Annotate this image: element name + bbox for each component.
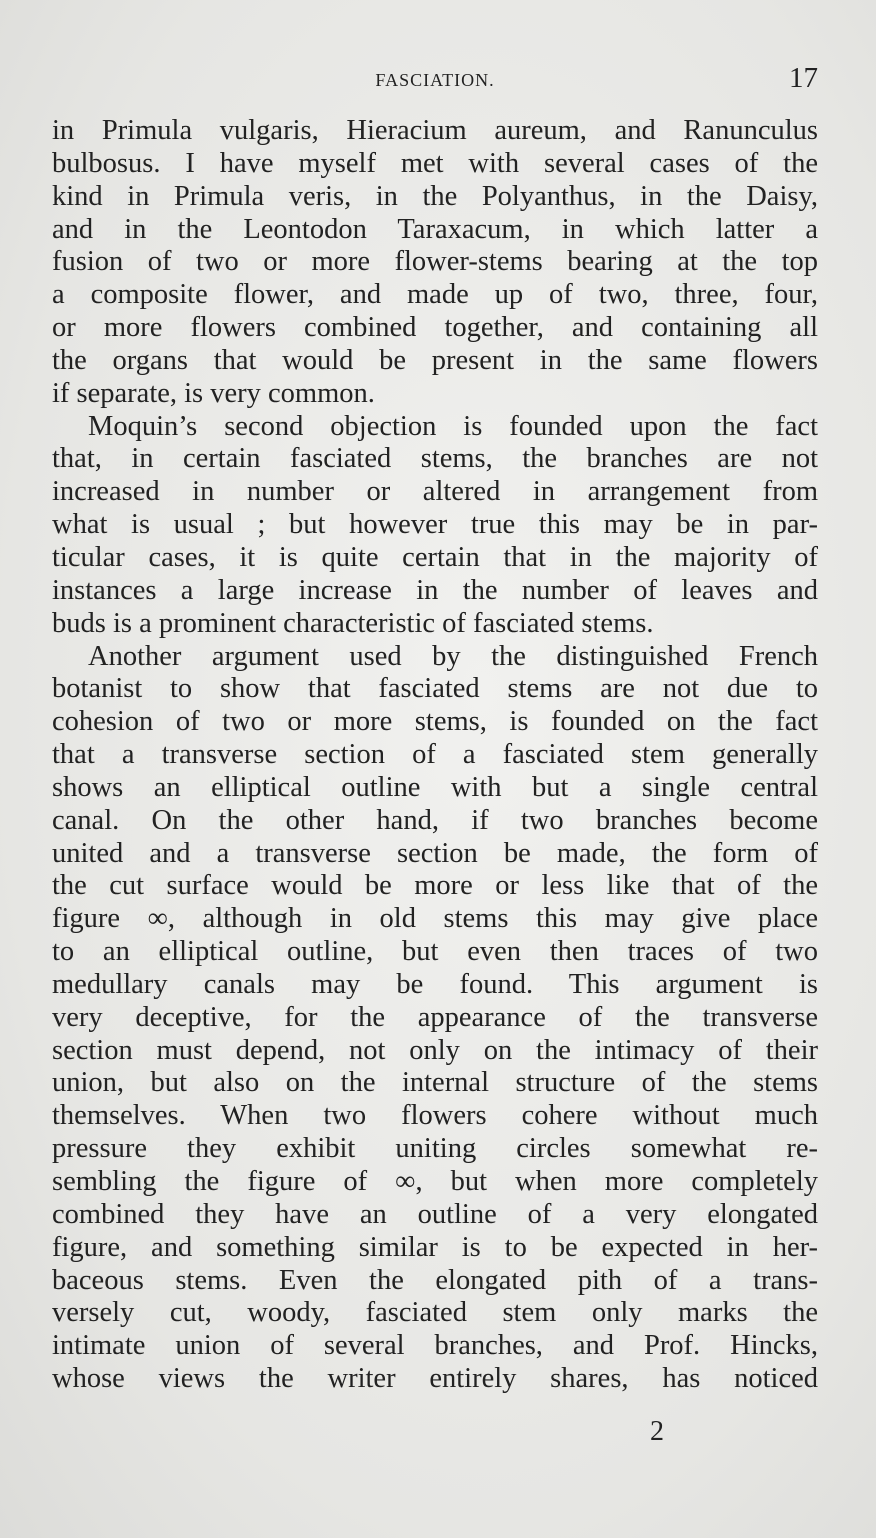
text-line: baceous stems. Even the elongated pith of a trans-	[52, 1264, 818, 1296]
page-number: 17	[789, 62, 818, 94]
text-line: canal. On the other hand, if two branches become	[52, 804, 818, 836]
text-line: cohesion of two or more stems, is founded on the fact	[52, 706, 818, 738]
text-line: the cut surface would be more or less like that of the	[52, 870, 818, 902]
text-line: medullary canals may be found. This argument is	[52, 968, 818, 1000]
text-line: and in the Leontodon Taraxacum, in which latter a	[52, 213, 818, 245]
text-line: combined they have an outline of a very elongated	[52, 1198, 818, 1230]
text-line: if separate, is very common.	[52, 377, 375, 409]
text-line: versely cut, woody, fasciated stem only marks the	[52, 1297, 818, 1329]
text-line: that, in certain fasciated stems, the branches are not	[52, 443, 818, 475]
text-line: figure ∞, although in old stems this may give place	[52, 903, 818, 935]
running-title: FASCIATION.	[375, 70, 495, 90]
text-line: bulbosus. I have myself met with several cases of the	[52, 147, 818, 179]
text-line: pressure they exhibit uniting circles somewhat re-	[52, 1133, 818, 1165]
text-line: or more flowers combined together, and containing all	[52, 312, 818, 344]
text-line: themselves. When two flowers cohere without much	[52, 1100, 818, 1132]
text-line: ticular cases, it is quite certain that in the majority of	[52, 541, 818, 573]
text-line: figure, and something similar is to be expected in her-	[52, 1231, 818, 1263]
running-head	[52, 62, 818, 96]
text-line: fusion of two or more flower-stems bearing at the top	[52, 246, 818, 278]
text-line: that a transverse section of a fasciated stem generally	[52, 739, 818, 771]
text-line: union, but also on the internal structure of the stems	[52, 1067, 818, 1099]
body-text	[52, 115, 818, 1396]
text-line: what is usual ; but however true this may be in par-	[52, 509, 818, 541]
text-line: to an elliptical outline, but even then traces of two	[52, 936, 818, 968]
text-line: united and a transverse section be made, the form of	[52, 837, 818, 869]
text-line: whose views the writer entirely shares, has noticed	[52, 1363, 818, 1395]
text-line: Moquin’s second objection is founded upon the fact	[88, 410, 818, 442]
text-line: very deceptive, for the appearance of the transverse	[52, 1001, 818, 1033]
text-line: in Primula vulgaris, Hieracium aureum, and Ranunculus	[52, 115, 818, 146]
text-line: a composite flower, and made up of two, three, four,	[52, 279, 818, 311]
text-line: the organs that would be present in the same flowers	[52, 344, 818, 376]
text-line: instances a large increase in the number of leaves and	[52, 574, 818, 606]
text-line: buds is a prominent characteristic of fasciated stems.	[52, 607, 654, 639]
text-line: Another argument used by the distinguished French	[88, 640, 818, 672]
text-line: increased in number or altered in arrangement from	[52, 476, 818, 508]
text-line: sembling the figure of ∞, but when more completely	[52, 1166, 818, 1197]
signature-mark: 2	[650, 1416, 664, 1447]
text-line: section must depend, not only on the intimacy of their	[52, 1034, 818, 1066]
text-line: shows an elliptical outline with but a single central	[52, 771, 818, 803]
text-line: botanist to show that fasciated stems are not due to	[52, 673, 818, 705]
text-line: kind in Primula veris, in the Polyanthus, in the Daisy,	[52, 180, 818, 212]
text-line: intimate union of several branches, and Prof. Hincks,	[52, 1330, 818, 1362]
